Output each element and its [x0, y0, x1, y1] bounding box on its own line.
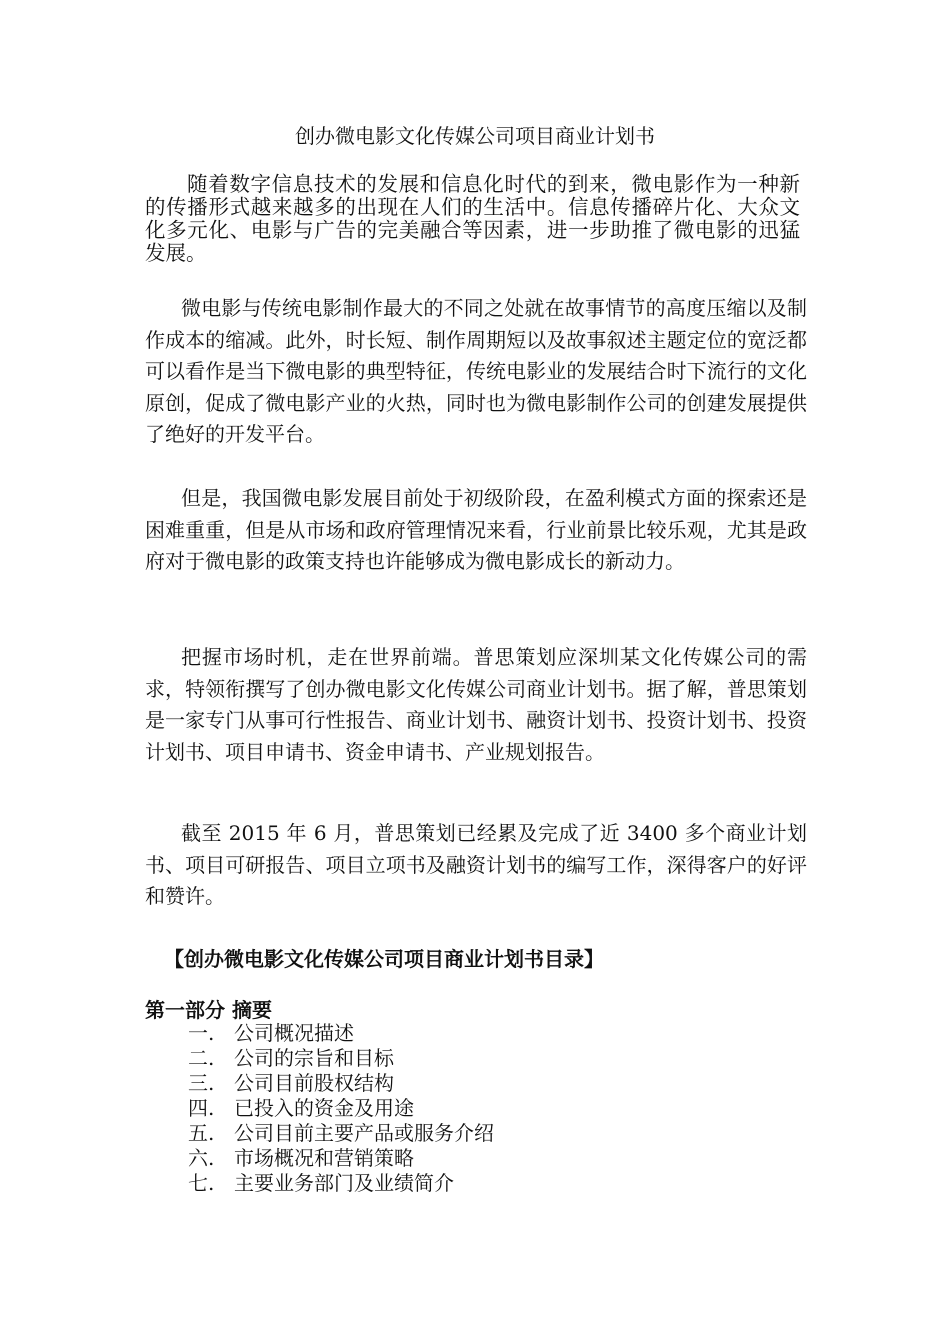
toc-item-label: 已投入的资金及用途 [234, 1096, 414, 1120]
toc-item-label: 公司概况描述 [234, 1021, 354, 1045]
toc-item [188, 1046, 494, 1071]
body-paragraph-3: 把握市场时机，走在世界前端。普思策划应深圳某文化传媒公司的需求，特领衔撰写了创办微电影文化传媒公司商业计划书。据了解，普思策划是一家专门从事可行性报告、商业计划书、融资计划书、投资计划书、投资计划书、项目申请书、资金申请书、产业规划报告。 [145, 645, 807, 764]
toc-item-number: 二. [188, 1046, 215, 1070]
section-heading: 第一部分 摘要 [145, 998, 272, 1022]
toc-item [188, 1121, 494, 1146]
toc-item-label: 公司目前股权结构 [234, 1071, 394, 1095]
intro-paragraph: 随着数字信息技术的发展和信息化时代的到来，微电影作为一种新的传播形式越来越多的出现在人们的生活中。信息传播碎片化、大众文化多元化、电影与广告的完美融合等因素，进一步助推了微电影的迅猛发展。 [145, 172, 800, 265]
body-paragraph-1: 微电影与传统电影制作最大的不同之处就在故事情节的高度压缩以及制作成本的缩减。此外，时长短、制作周期短以及故事叙述主题定位的宽泛都可以看作是当下微电影的典型特征，传统电影业的发展结合时下流行的文化原创，促成了微电影产业的火热，同时也为微电影制作公司的创建发展提供了绝好的开发平台。 [145, 296, 807, 446]
toc-item-number: 六. [188, 1146, 215, 1170]
toc-item [188, 1021, 494, 1046]
body-paragraph-2: 但是，我国微电影发展目前处于初级阶段，在盈利模式方面的探索还是困难重重，但是从市场和政府管理情况来看，行业前景比较乐观，尤其是政府对于微电影的政策支持也许能够成为微电影成长的新动力。 [145, 486, 807, 573]
toc-item-number: 七. [188, 1171, 215, 1195]
toc-item-label: 公司目前主要产品或服务介绍 [234, 1121, 494, 1145]
toc-item-number: 四. [188, 1096, 215, 1120]
toc-list [188, 1021, 494, 1196]
toc-item [188, 1071, 494, 1096]
toc-item-number: 一. [188, 1021, 215, 1045]
toc-item-number: 三. [188, 1071, 215, 1095]
toc-item-label: 市场概况和营销策略 [234, 1146, 414, 1170]
toc-item [188, 1096, 494, 1121]
toc-item [188, 1171, 494, 1196]
toc-item-label: 主要业务部门及业绩简介 [234, 1171, 454, 1195]
toc-item-number: 五. [188, 1121, 215, 1145]
toc-item [188, 1146, 494, 1171]
toc-heading: 【创办微电影文化传媒公司项目商业计划书目录】 [164, 947, 604, 971]
body-paragraph-4: 截至 2015 年 6 月，普思策划已经累及完成了近 3400 多个商业计划书、项目可研报告、项目立项书及融资计划书的编写工作，深得客户的好评和赞许。 [145, 821, 807, 908]
document-title: 创办微电影文化传媒公司项目商业计划书 [295, 124, 655, 148]
toc-item-label: 公司的宗旨和目标 [234, 1046, 394, 1070]
